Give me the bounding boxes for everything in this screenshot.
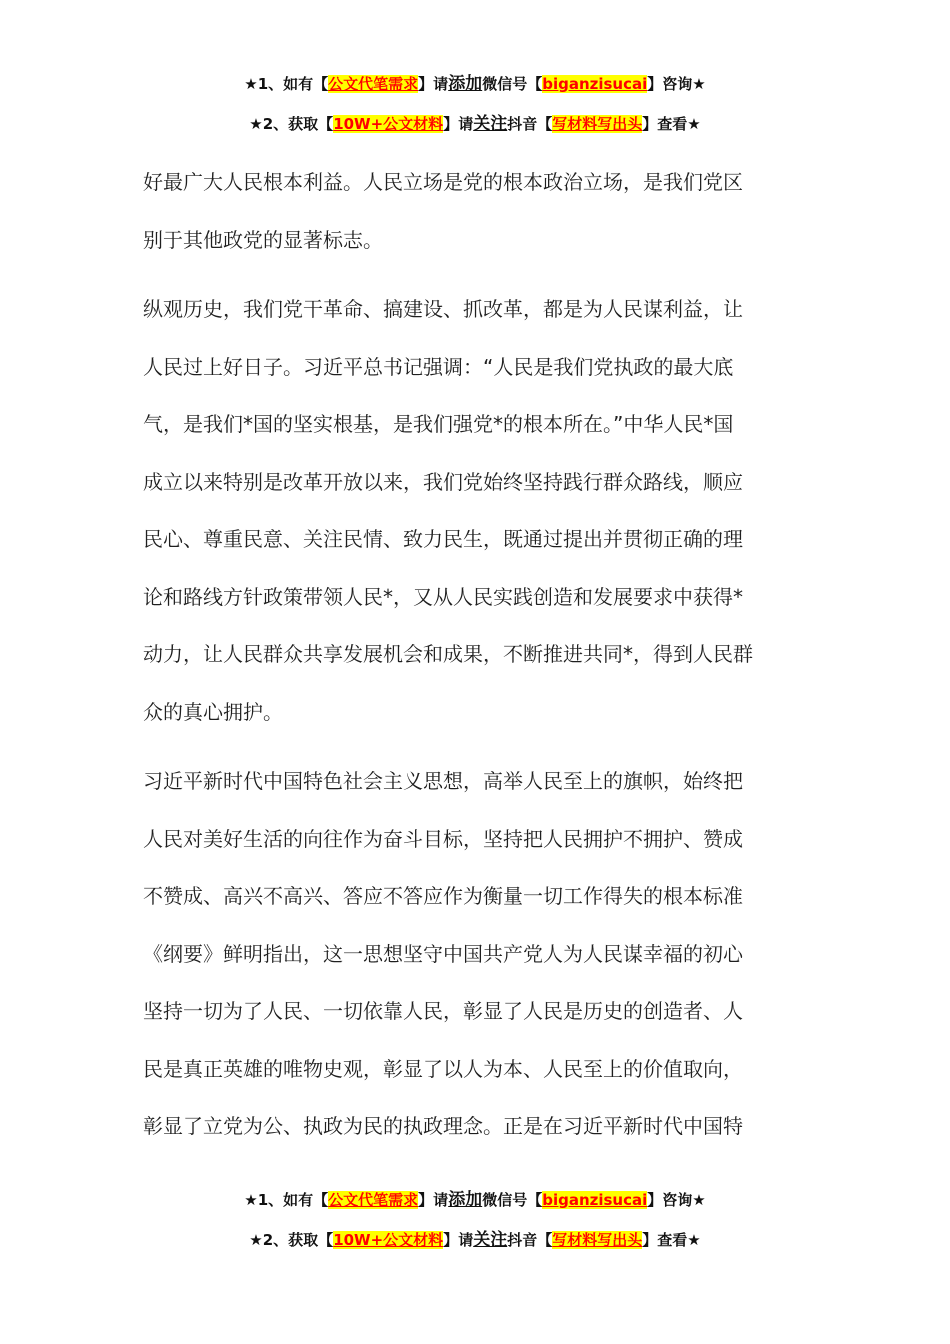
banner-text: ★2、获取【 <box>249 115 334 133</box>
banner-text: 】咨询★ <box>647 75 706 93</box>
banner-text: 】请 <box>443 1231 474 1249</box>
banner-text: 抖音【 <box>507 1231 553 1249</box>
banner-emphasis-action: 关注 <box>473 114 508 134</box>
text-line: 成立以来特别是改革开放以来，我们党始终坚持践行群众路线，顺应 <box>143 469 743 494</box>
text-line: 彰显了立党为公、执政为民的执政理念。正是在习近平新时代中国特 <box>143 1114 743 1138</box>
banner-text: 】请 <box>443 115 474 133</box>
banner-line-ghostwriting <box>0 64 950 104</box>
banner-emphasis-action: 关注 <box>473 1230 508 1250</box>
banner-highlight-account: 写材料写出头 <box>552 115 643 133</box>
banner-text: 微信号【 <box>482 1191 543 1209</box>
banner-text: 】请 <box>418 1191 449 1209</box>
banner-text: 】查看★ <box>642 1231 701 1249</box>
paragraph <box>143 154 811 269</box>
text-line: 别于其他政党的显著标志。 <box>143 227 383 252</box>
banner-highlight-account: biganzisucai <box>542 1191 648 1209</box>
banner-line-materials <box>0 104 950 144</box>
text-line: 人民过上好日子。习近平总书记强调：“人民是我们党执政的最大底 <box>143 354 734 379</box>
banner-line-ghostwriting <box>0 1180 950 1220</box>
banner-text: 微信号【 <box>482 75 543 93</box>
banner-emphasis-action: 添加 <box>448 74 483 94</box>
text-line: 论和路线方针政策带领人民*，又从人民实践创造和发展要求中获得* <box>143 584 743 609</box>
text-line: 《纲要》鲜明指出，这一思想坚守中国共产党人为人民谋幸福的初心 <box>143 941 743 966</box>
text-line: 气，是我们*国的坚实根基，是我们强党*的根本所在。”中华人民*国 <box>143 412 734 436</box>
text-line: 人民对美好生活的向往作为奋斗目标，坚持把人民拥护不拥护、赞成 <box>143 826 743 851</box>
banner-emphasis-action: 添加 <box>448 1190 483 1210</box>
banner-highlight-service: 公文代笔需求 <box>328 75 419 93</box>
text-line: 众的真心拥护。 <box>143 699 283 724</box>
banner-text: ★1、如有【 <box>244 1191 329 1209</box>
banner-highlight-service: 公文代笔需求 <box>328 1191 419 1209</box>
text-line: 民是真正英雄的唯物史观，彰显了以人为本、人民至上的价值取向， <box>143 1056 743 1081</box>
text-line: 不赞成、高兴不高兴、答应不答应作为衡量一切工作得失的根本标准 <box>143 884 743 908</box>
footer-banner <box>0 1180 950 1260</box>
text-line: 动力，让人民群众共享发展机会和成果，不断推进共同*，得到人民群 <box>143 642 753 666</box>
banner-highlight-material: 10W+公文材料 <box>333 1231 444 1249</box>
document-body <box>143 154 811 1168</box>
banner-text: 抖音【 <box>507 115 553 133</box>
banner-line-materials <box>0 1220 950 1260</box>
banner-highlight-account: biganzisucai <box>542 75 648 93</box>
banner-highlight-material: 10W+公文材料 <box>333 115 444 133</box>
text-line: 习近平新时代中国特色社会主义思想，高举人民至上的旗帜，始终把 <box>143 769 743 793</box>
banner-highlight-account: 写材料写出头 <box>552 1231 643 1249</box>
paragraph <box>143 281 811 741</box>
banner-text: ★2、获取【 <box>249 1231 334 1249</box>
text-line: 坚持一切为了人民、一切依靠人民，彰显了人民是历史的创造者、人 <box>143 999 743 1023</box>
header-banner <box>0 64 950 144</box>
banner-text: 】请 <box>418 75 449 93</box>
text-line: 民心、尊重民意、关注民情、致力民生，既通过提出并贯彻正确的理 <box>143 527 743 551</box>
text-line: 纵观历史，我们党干革命、搞建设、抓改革，都是为人民谋利益，让 <box>143 297 743 321</box>
banner-text: 】咨询★ <box>647 1191 706 1209</box>
banner-text: 】查看★ <box>642 115 701 133</box>
paragraph <box>143 753 811 1156</box>
text-line: 好最广大人民根本利益。人民立场是党的根本政治立场，是我们党区 <box>143 170 743 194</box>
banner-text: ★1、如有【 <box>244 75 329 93</box>
